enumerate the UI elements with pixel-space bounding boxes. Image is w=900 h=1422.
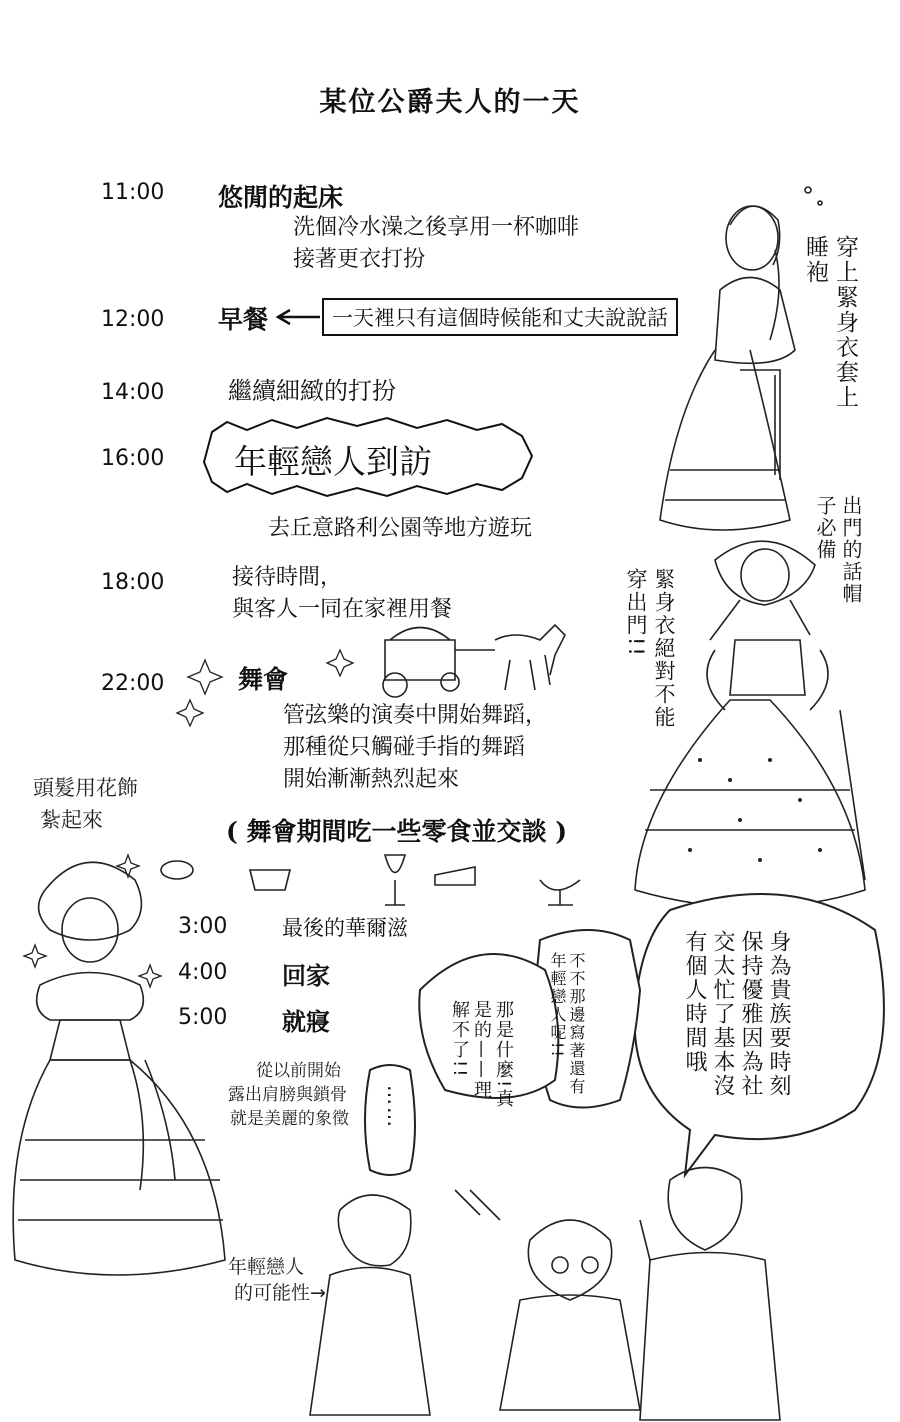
annotation-shoulders-1: 從以前開始	[256, 1061, 341, 1081]
schedule-time-0300: 3:00	[178, 914, 228, 939]
schedule-event-ball: 舞會	[238, 665, 289, 694]
breakfast-note-box: 一天裡只有這個時候能和丈夫說說話	[322, 298, 678, 336]
schedule-event-young-lover: 年輕戀人到訪	[234, 442, 432, 481]
schedule-time-1600: 16:00	[101, 446, 165, 471]
annotation-lover-possibility-1: 年輕戀人	[228, 1256, 305, 1278]
schedule-event-breakfast: 早餐	[218, 305, 269, 334]
schedule-time-0400: 4:00	[178, 960, 228, 985]
schedule-detail-finger-dance: 那種從只觸碰手指的舞蹈	[283, 735, 526, 760]
arrow-to-breakfast	[278, 310, 320, 324]
snack-icons	[161, 855, 580, 905]
annotation-shoulders-3: 就是美麗的象徵	[230, 1109, 349, 1129]
schedule-event-wakeup: 悠閒的起床	[218, 183, 344, 212]
schedule-time-1400: 14:00	[101, 380, 165, 405]
annotation-shoulders-2: 露出肩膀與鎖骨	[228, 1085, 347, 1105]
annotation-lover-possibility-2: 的可能性→	[234, 1282, 326, 1304]
ball-snack-note: ( 舞會期間吃一些零食並交談 )	[226, 817, 568, 846]
speech-noble-explain: 身為貴族要時刻保持優雅因為社交太忙了基本沒有個人時間哦	[682, 930, 791, 1098]
schedule-time-2200: 22:00	[101, 671, 165, 696]
schedule-event-last-waltz: 最後的華爾滋	[282, 916, 408, 940]
schedule-detail-bath: 洗個冷水澡之後享用一杯咖啡	[293, 215, 580, 240]
schedule-time-0500: 5:00	[178, 1005, 228, 1030]
schedule-time-1800: 18:00	[101, 570, 165, 595]
speech-girl-question: 不不那邊寫著還有年輕戀人呢!!	[548, 952, 586, 1096]
schedule-time-1100: 11:00	[101, 180, 165, 205]
annotation-hat-needed: 出門的話帽子必備	[813, 495, 863, 605]
speech-girl-exclaim: 那是什麼!真是的——理解不了!!	[449, 1000, 514, 1110]
annotation-hair-flowers-2: 紮起來	[40, 808, 103, 832]
woman-in-robe-illustration	[660, 187, 822, 530]
three-characters-illustration	[310, 1168, 780, 1421]
annotation-corset-outing: 緊身衣絕對不能穿出門!!	[624, 568, 676, 729]
schedule-event-dinner: 與客人一同在家裡用餐	[232, 597, 453, 622]
schedule-detail-dress: 接著更衣打扮	[293, 247, 426, 272]
schedule-event-reception: 接待時間，	[232, 565, 343, 590]
schedule-detail-heating-up: 開始漸漸熱烈起來	[283, 767, 460, 792]
schedule-detail-park: 去丘意路利公園等地方遊玩	[268, 516, 533, 541]
schedule-event-sleep: 就寢	[282, 1008, 330, 1036]
schedule-event-go-home: 回家	[282, 962, 330, 990]
page-title: 某位公爵夫人的一天	[319, 87, 581, 118]
horse-carriage-illustration	[383, 625, 565, 697]
speech-bubbles	[365, 894, 884, 1175]
annotation-corset-under-gown: 穿上緊身衣套上睡袍	[802, 235, 858, 410]
schedule-event-grooming: 繼續細緻的打扮	[228, 377, 396, 405]
annotation-hair-flowers-1: 頭髮用花飾	[33, 776, 138, 800]
schedule-time-1200: 12:00	[101, 307, 165, 332]
schedule-detail-orchestra: 管弦樂的演奏中開始舞蹈，	[283, 703, 548, 728]
speech-boy-silence: ……	[383, 1085, 407, 1129]
